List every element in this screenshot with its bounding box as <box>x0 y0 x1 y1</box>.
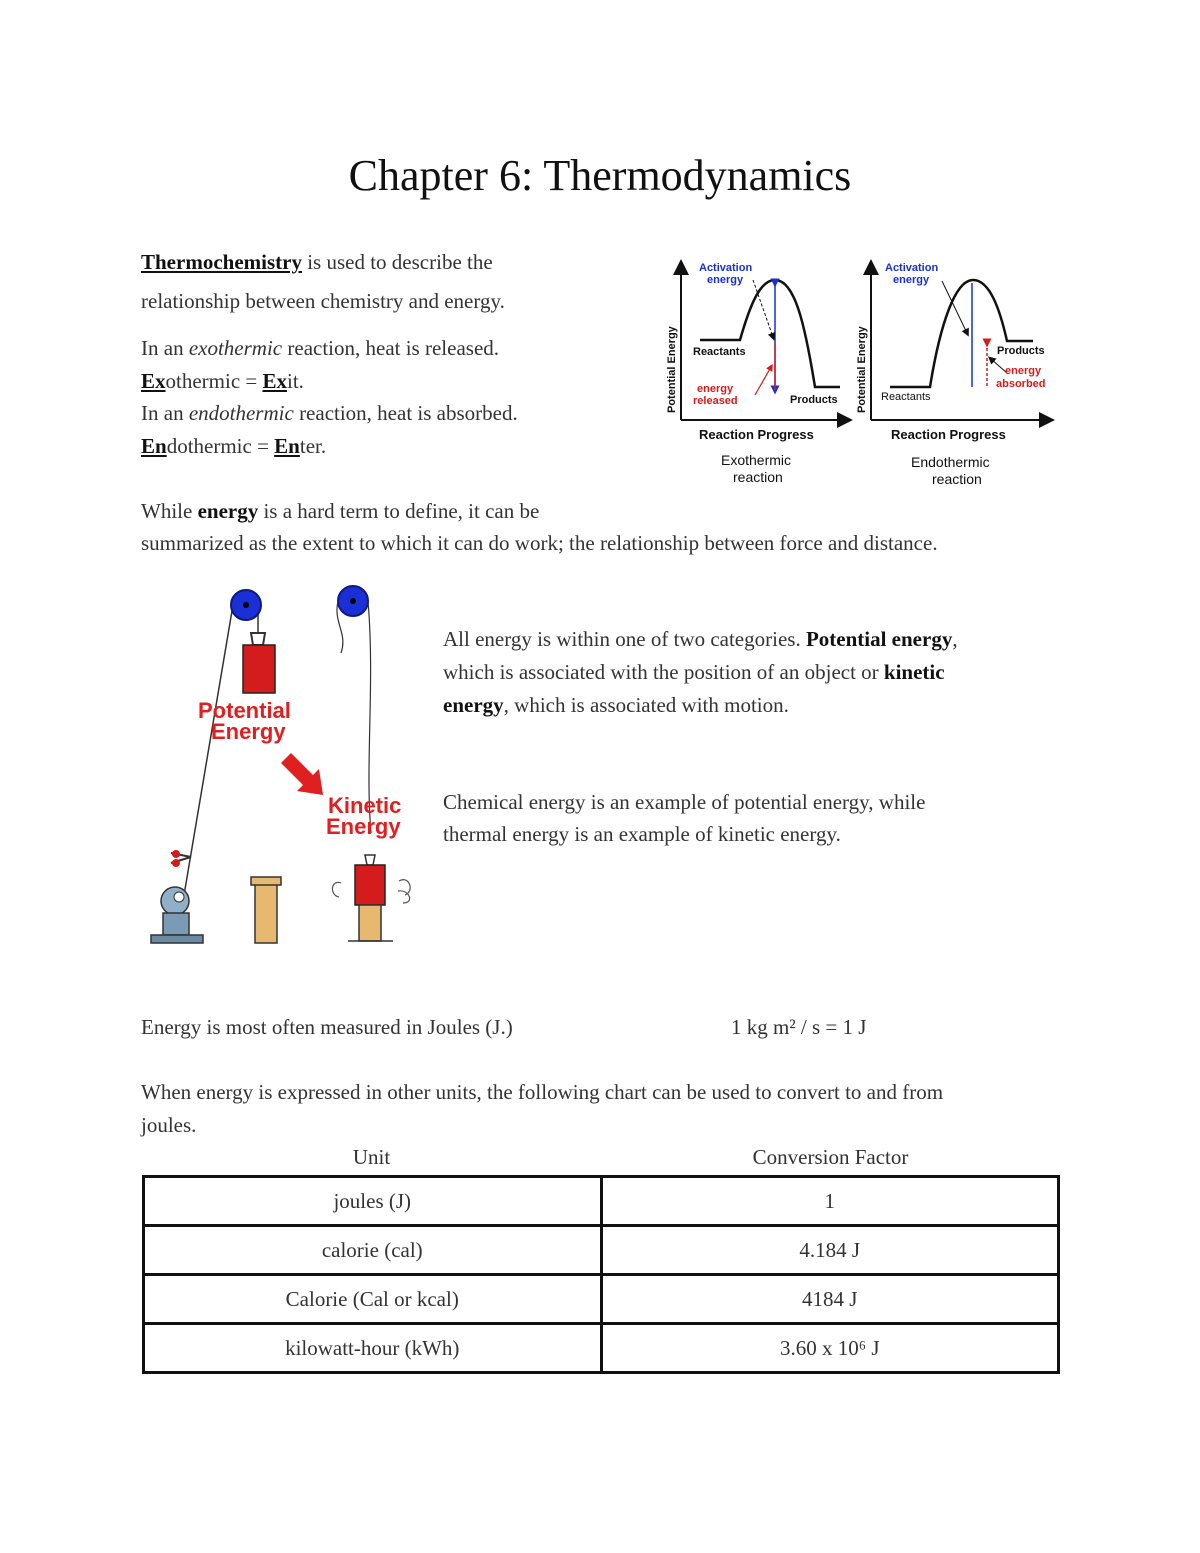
thermochemistry-term: Thermochemistry <box>141 250 302 274</box>
exo-caption-1: Exothermic <box>721 452 792 468</box>
potential-kinetic-illustration <box>143 583 423 953</box>
endo-xlabel: Reaction Progress <box>891 427 1006 442</box>
joules-statement: Energy is most often measured in Joules (J.) <box>141 1015 513 1039</box>
exo-caption-2: reaction <box>733 469 783 485</box>
header-conversion-factor: Conversion Factor <box>752 1145 909 1169</box>
endo-activation-label-1: Activation <box>885 262 939 274</box>
exo-released-label-1: energy <box>697 383 734 395</box>
winch-icon <box>151 887 203 943</box>
header-unit: Unit <box>352 1145 391 1169</box>
exo-activation-label-1: Activation <box>699 262 753 274</box>
examples-line-2: thermal energy is an example of kinetic energy. <box>443 822 841 846</box>
potential-label-1: Potential <box>198 698 291 723</box>
unit-cell: joules (J) <box>144 1177 602 1226</box>
pillar-icon <box>251 877 281 943</box>
kinetic-label-1: Kinetic <box>328 793 402 818</box>
exo-products-label: Products <box>790 394 838 406</box>
endo-absorbed-label-2: absorbed <box>996 378 1046 390</box>
exo-released-label-2: released <box>693 395 738 407</box>
exo-ylabel: Potential Energy <box>666 326 678 413</box>
exo-activation-label-2: energy <box>707 274 744 286</box>
table-row <box>144 1275 1059 1324</box>
endo-reactants-label: Reactants <box>881 391 931 403</box>
unit-cell: calorie (cal) <box>144 1226 602 1275</box>
kinetic-label-2: Energy <box>326 814 401 839</box>
intro-line-2: relationship between chemistry and energy. <box>141 289 505 313</box>
exothermic-diagram <box>666 262 845 485</box>
exothermic-mnemonic: Exothermic = Exit. <box>141 369 304 393</box>
table-row <box>144 1226 1059 1275</box>
factor-cell: 3.60 x 10⁶ J <box>601 1324 1059 1373</box>
endo-ylabel: Potential Energy <box>856 326 868 413</box>
factor-cell: 1 <box>601 1177 1059 1226</box>
endo-products-label: Products <box>997 345 1045 357</box>
joule-formula: 1 kg m² / s = 1 J <box>731 1015 867 1039</box>
exo-xlabel: Reaction Progress <box>699 427 814 442</box>
categories-paragraph: All energy is within one of two categories. Potential energy, which is associated with the position of an object or kinetic energy, which is associated with motion. <box>443 627 958 717</box>
endo-activation-label-2: energy <box>893 274 930 286</box>
endo-caption-1: Endothermic <box>911 454 990 470</box>
endo-caption-2: reaction <box>932 471 982 487</box>
examples-line-1: Chemical energy is an example of potential energy, while <box>443 790 926 814</box>
arrow-down-icon <box>281 753 323 795</box>
endothermic-mnemonic: Endothermic = Enter. <box>141 434 327 458</box>
chart-intro-line-2: joules. <box>141 1113 197 1137</box>
energy-definition-line-2: summarized as the extent to which it can do work; the relationship between force and distance. <box>141 531 938 555</box>
endothermic-diagram <box>856 262 1047 487</box>
potential-label-2: Energy <box>211 719 286 744</box>
table-row <box>144 1324 1059 1373</box>
exo-reactants-label: Reactants <box>693 346 746 358</box>
weight-down-icon <box>332 855 410 941</box>
conversion-table <box>142 1175 1060 1374</box>
intro-line-1: Thermochemistry is used to describe the <box>141 250 493 274</box>
endo-absorbed-label-1: energy <box>1005 365 1042 377</box>
factor-cell: 4184 J <box>601 1275 1059 1324</box>
unit-cell: kilowatt-hour (kWh) <box>144 1324 602 1373</box>
chart-intro-line-1: When energy is expressed in other units, the following chart can be used to convert to and from <box>141 1080 944 1104</box>
endothermic-sentence: In an endothermic reaction, heat is absorbed. <box>141 401 518 425</box>
energy-diagrams <box>655 255 1065 495</box>
factor-cell: 4.184 J <box>601 1226 1059 1275</box>
unit-cell: Calorie (Cal or kcal) <box>144 1275 602 1324</box>
page-title: Chapter 6: Thermodynamics <box>348 151 852 200</box>
energy-definition-line-1: While energy is a hard term to define, it can be <box>141 499 540 523</box>
table-row <box>144 1177 1059 1226</box>
weight-up-icon <box>243 645 275 693</box>
exothermic-sentence: In an exothermic reaction, heat is released. <box>141 336 500 360</box>
